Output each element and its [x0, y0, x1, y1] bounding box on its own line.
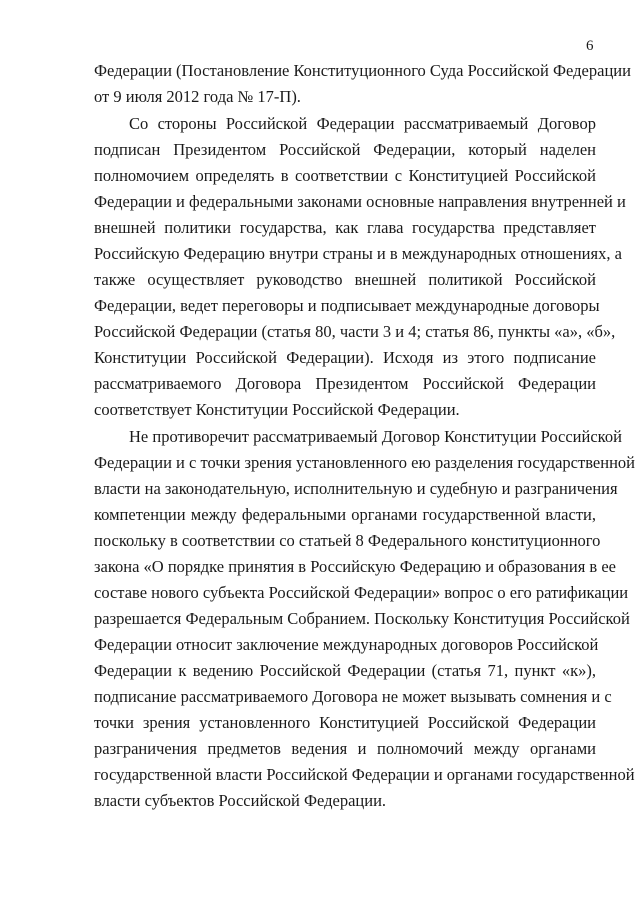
- text-line: закона «О порядке принятия в Российскую Федерацию и образования в ее: [94, 557, 616, 576]
- text-line: точки зрения установленного Конституцией Российской Федерации: [94, 713, 596, 732]
- text-line: Не противоречит рассматриваемый Договор Конституции Российской: [129, 427, 622, 446]
- text-line: власти на законодательную, исполнительную и судебную и разграничения: [94, 479, 618, 498]
- text-line: подписание рассматриваемого Договора не может вызывать сомнения и с: [94, 687, 612, 706]
- text-line: Федерации к ведению Российской Федерации (статья 71, пункт «к»),: [94, 661, 596, 680]
- text-line: составе нового субъекта Российской Федерации» вопрос о его ратификации: [94, 583, 629, 602]
- text-line: полномочием определять в соответствии с Конституцией Российской: [94, 166, 596, 185]
- text-line: также осуществляет руководство внешней политикой Российской: [94, 270, 596, 289]
- text-line: Федерации (Постановление Конституционного Суда Российской Федерации: [94, 61, 631, 80]
- text-line: компетенции между федеральными органами государственной власти,: [94, 505, 596, 524]
- text-line: Федерации и федеральными законами основные направления внутренней и: [94, 192, 626, 211]
- text-line: Со стороны Российской Федерации рассматриваемый Договор: [129, 114, 596, 133]
- text-line: от 9 июля 2012 года № 17-П).: [94, 87, 301, 106]
- text-line: рассматриваемого Договора Президентом Российской Федерации: [94, 374, 596, 393]
- text-line: Российскую Федерацию внутри страны и в международных отношениях, а: [94, 244, 622, 263]
- text-line: Конституции Российской Федерации). Исходя из этого подписание: [94, 348, 596, 367]
- text-line: поскольку в соответствии со статьей 8 Федерального конституционного: [94, 531, 601, 550]
- text-line: подписан Президентом Российской Федерации, который наделен: [94, 140, 596, 159]
- text-line: разрешается Федеральным Собранием. Поскольку Конституция Российской: [94, 609, 630, 628]
- text-line: власти субъектов Российской Федерации.: [94, 791, 387, 810]
- text-line: разграничения предметов ведения и полномочий между органами: [94, 739, 596, 758]
- text-line: внешней политики государства, как глава государства представляет: [94, 218, 596, 237]
- page-number: 6: [586, 38, 594, 54]
- text-line: соответствует Конституции Российской Федерации.: [94, 400, 460, 419]
- text-line: Российской Федерации (статья 80, части 3 и 4; статья 86, пункты «а», «б»,: [94, 322, 616, 341]
- text-line: Федерации относит заключение международных договоров Российской: [94, 635, 599, 654]
- text-line: государственной власти Российской Федерации и органами государственной: [94, 765, 635, 784]
- text-line: Федерации и с точки зрения установленного ею разделения государственной: [94, 453, 635, 472]
- text-line: Федерации, ведет переговоры и подписывает международные договоры: [94, 296, 600, 315]
